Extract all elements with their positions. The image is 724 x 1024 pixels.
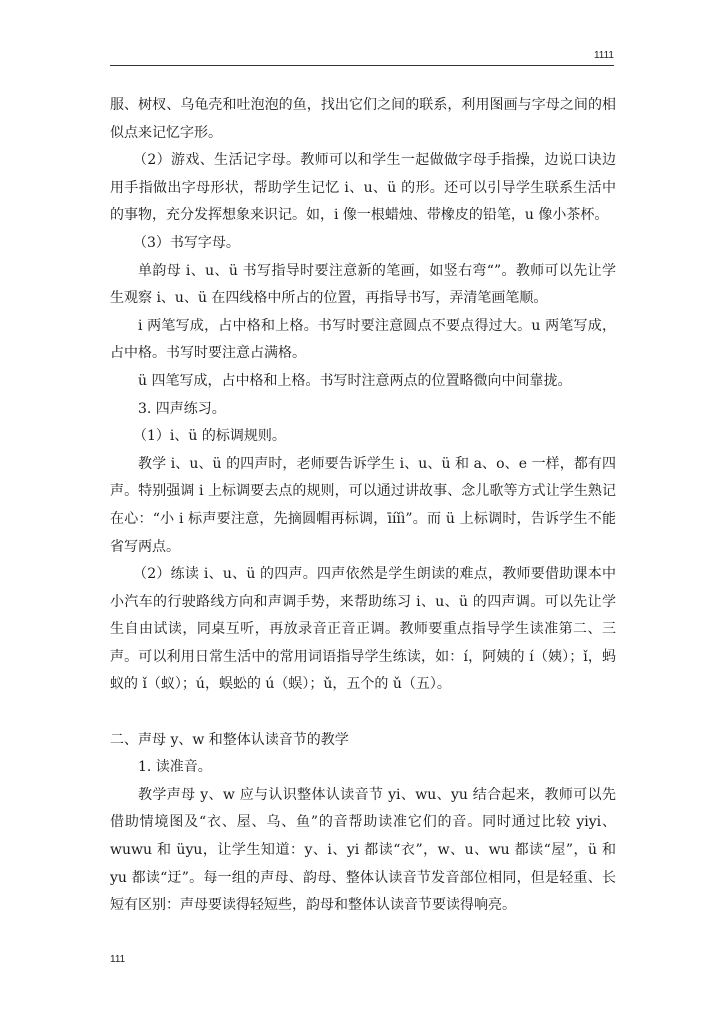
paragraph: 服、树杈、乌龟壳和吐泡泡的鱼，找出它们之间的联系，利用图画与字母之间的相似点来记忆字形。	[110, 97, 616, 141]
paragraph: （2）练读 i、u、ü 的四声。四声依然是学生朗读的难点，教师要借助课本中小汽车的行驶路线方向和声调手势，来帮助练习 i、u、ü 的四声调。可以先让学生自由试读，同桌互听，再放录音正音正调。教师要重点指导学生读准第二、三声。可以利用日常生活中的常用词语指导学生练读，如：í，阿姨的 í（姨）；ǐ，蚂蚁的 ǐ（蚁）；ú，蜈蚣的 ú（蜈）；ǔ，五个的 ǔ（五）。	[110, 566, 616, 693]
section-title: 二、声母 y、w 和整体认读音节的教学	[110, 731, 349, 748]
header-page-number: 1111	[593, 50, 614, 61]
spacer	[110, 699, 616, 727]
document-body	[110, 92, 616, 920]
section-heading: 1. 读准音。	[138, 759, 212, 776]
header-divider	[110, 65, 614, 66]
paragraph: i 两笔写成，占中格和上格。书写时要注意圆点不要点得过大。u 两笔写成，占中格。书写时要注意占满格。	[110, 317, 616, 362]
paragraph: 教学 i、u、ü 的四声时，老师要告诉学生 i、u、ü 和 a、o、e 一样，都有四声。特别强调 i 上标调要去点的规则，可以通过讲故事、念儿歌等方式让学生熟记在心：“小 i 标声要注意，先摘圆帽再标调，īíǐì”。而 ü 上标调时，告诉学生不能省写两点。	[110, 455, 616, 555]
paragraph: ü 四笔写成，占中格和上格。书写时注意两点的位置略微向中间靠拢。	[138, 372, 572, 389]
paragraph: （2）游戏、生活记字母。教师可以和学生一起做做字母手指操，边说口诀边用手指做出字母形状，帮助学生记忆 i、u、ü 的形。还可以引导学生联系生活中的事物，充分发挥想象来识记。如，i 像一根蜡烛、带橡皮的铅笔，u 像小茶杯。	[110, 152, 616, 224]
subheading: （1）i、ü 的标调规则。	[133, 428, 286, 445]
paragraph: 单韵母 i、u、ü 书写指导时要注意新的笔画，如竖右弯“”。教师可以先让学生观察 i、u、ü 在四线格中所占的位置，再指导书写，弄清笔画笔顺。	[110, 262, 616, 307]
section-heading: 3. 四声练习。	[138, 400, 226, 417]
footer-page-number: 111	[110, 954, 126, 965]
paragraph: 教学声母 y、w 应与认识整体认读音节 yi、wu、yu 结合起来，教师可以先借助情境图及“衣、屋、乌、鱼”的音帮助读准它们的音。同时通过比较 yiyi、wuwu 和 üyu，让学生知道：y、i、yi 都读“衣”，w、u、wu 都读“屋”，ü 和 yu 都读“迂”。每一组的声母、韵母、整体认读音节发音部位相同，但是轻重、长短有区别：声母要读得轻短些，韵母和整体认读音节要读得响亮。	[110, 786, 616, 914]
paragraph: （3）书写字母。	[133, 234, 240, 251]
